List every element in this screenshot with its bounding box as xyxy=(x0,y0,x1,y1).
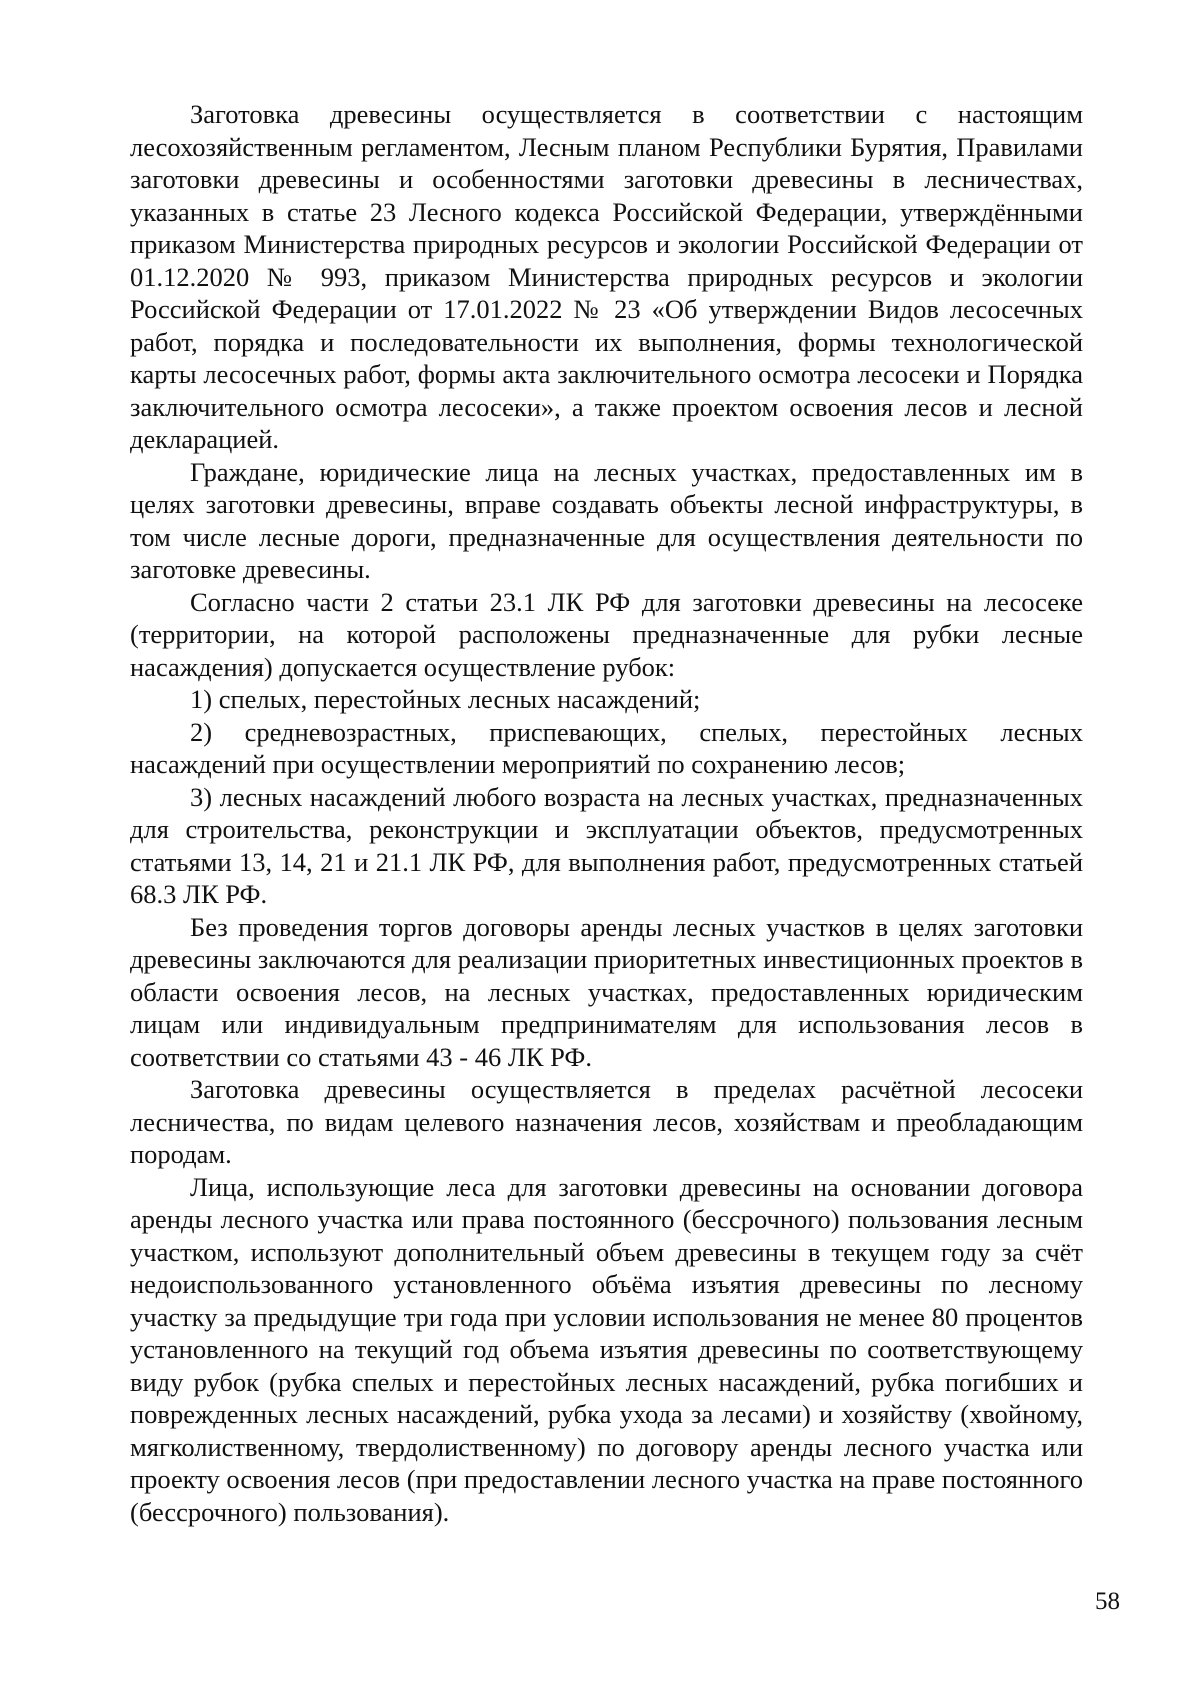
paragraph-forest-infrastructure: Граждане, юридические лица на лесных участках, предоставленных им в целях заготовки древесины, вправе создавать объекты лесной инфраструктуры, в том числе лесные дороги, предназначенные для осуществления деятельности по заготовке древесины. xyxy=(130,456,1083,584)
paragraph-cutting-limits: Заготовка древесины осуществляется в пределах расчётной лесосеки лесничества, по видам целевого назначения лесов, хозяйствам и преобладающим породам. xyxy=(130,1074,1083,1169)
paragraph-additional-volume: Лица, использующие леса для заготовки древесины на основании договора аренды лесного участка или права постоянного (бессрочного) пользования лесным участком, используют дополнительный объем древесины в текущем году за счёт недоиспользованного установленного объёма изъятия древесины по лесному участку за предыдущие три года при условии использования не менее 80 процентов установленного на текущий год объема изъятия древесины по соответствующему виду рубок (рубка спелых и перестойных лесных насаждений, рубка погибших и поврежденных лесных насаждений, рубка ухода за лесами) и хозяйству (хвойному, мягколиственному, твердолиственному) по договору аренды лесного участка или проекту освоения лесов (при предоставлении лесного участка на праве постоянного (бессрочного) пользования). xyxy=(130,1171,1083,1527)
list-item-1: 1) спелых, перестойных лесных насаждений; xyxy=(190,684,701,714)
paragraph-allowed-cuttings: Согласно части 2 статьи 23.1 ЛК РФ для заготовки древесины на лесосеке (территории, на которой расположены предназначенные для рубки лесные насаждения) допускается осуществление рубок: xyxy=(130,586,1083,682)
page-number: 58 xyxy=(1095,1588,1120,1615)
document-body xyxy=(130,98,1083,1528)
list-item-3: 3) лесных насаждений любого возраста на лесных участках, предназначенных для строительства, реконструкции и эксплуатации объектов, предусмотренных статьями 13, 14, 21 и 21.1 ЛК РФ, для выполнения работ, предусмотренных статьей 68.3 ЛК РФ. xyxy=(130,781,1083,909)
paragraph-harvesting-regulations: Заготовка древесины осуществляется в соответствии с настоящим лесохозяйственным регламентом, Лесным планом Республики Бурятия, Правилами заготовки древесины и особенностями заготовки древесины в лесничествах, указанных в статье 23 Лесного кодекса Российской Федерации, утверждёнными приказом Министерства природных ресурсов и экологии Российской Федерации от 01.12.2020 № 993, приказом Министерства природных ресурсов и экологии Российской Федерации от 17.01.2022 № 23 «Об утверждении Видов лесосечных работ, порядка и последовательности их выполнения, формы технологической карты лесосечных работ, формы акта заключительного осмотра лесосеки и Порядка заключительного осмотра лесосеки», а также проектом освоения лесов и лесной декларацией. xyxy=(130,99,1083,454)
list-item-2: 2) средневозрастных, приспевающих, спелых, перестойных лесных насаждений при осуществлении мероприятий по сохранению лесов; xyxy=(130,716,1083,779)
paragraph-lease-without-auction: Без проведения торгов договоры аренды лесных участков в целях заготовки древесины заключаются для реализации приоритетных инвестиционных проектов в области освоения лесов, на лесных участках, предоставленных юридическим лицам или индивидуальным предпринимателям для использования лесов в соответствии со статьями 43 - 46 ЛК РФ. xyxy=(130,911,1083,1072)
